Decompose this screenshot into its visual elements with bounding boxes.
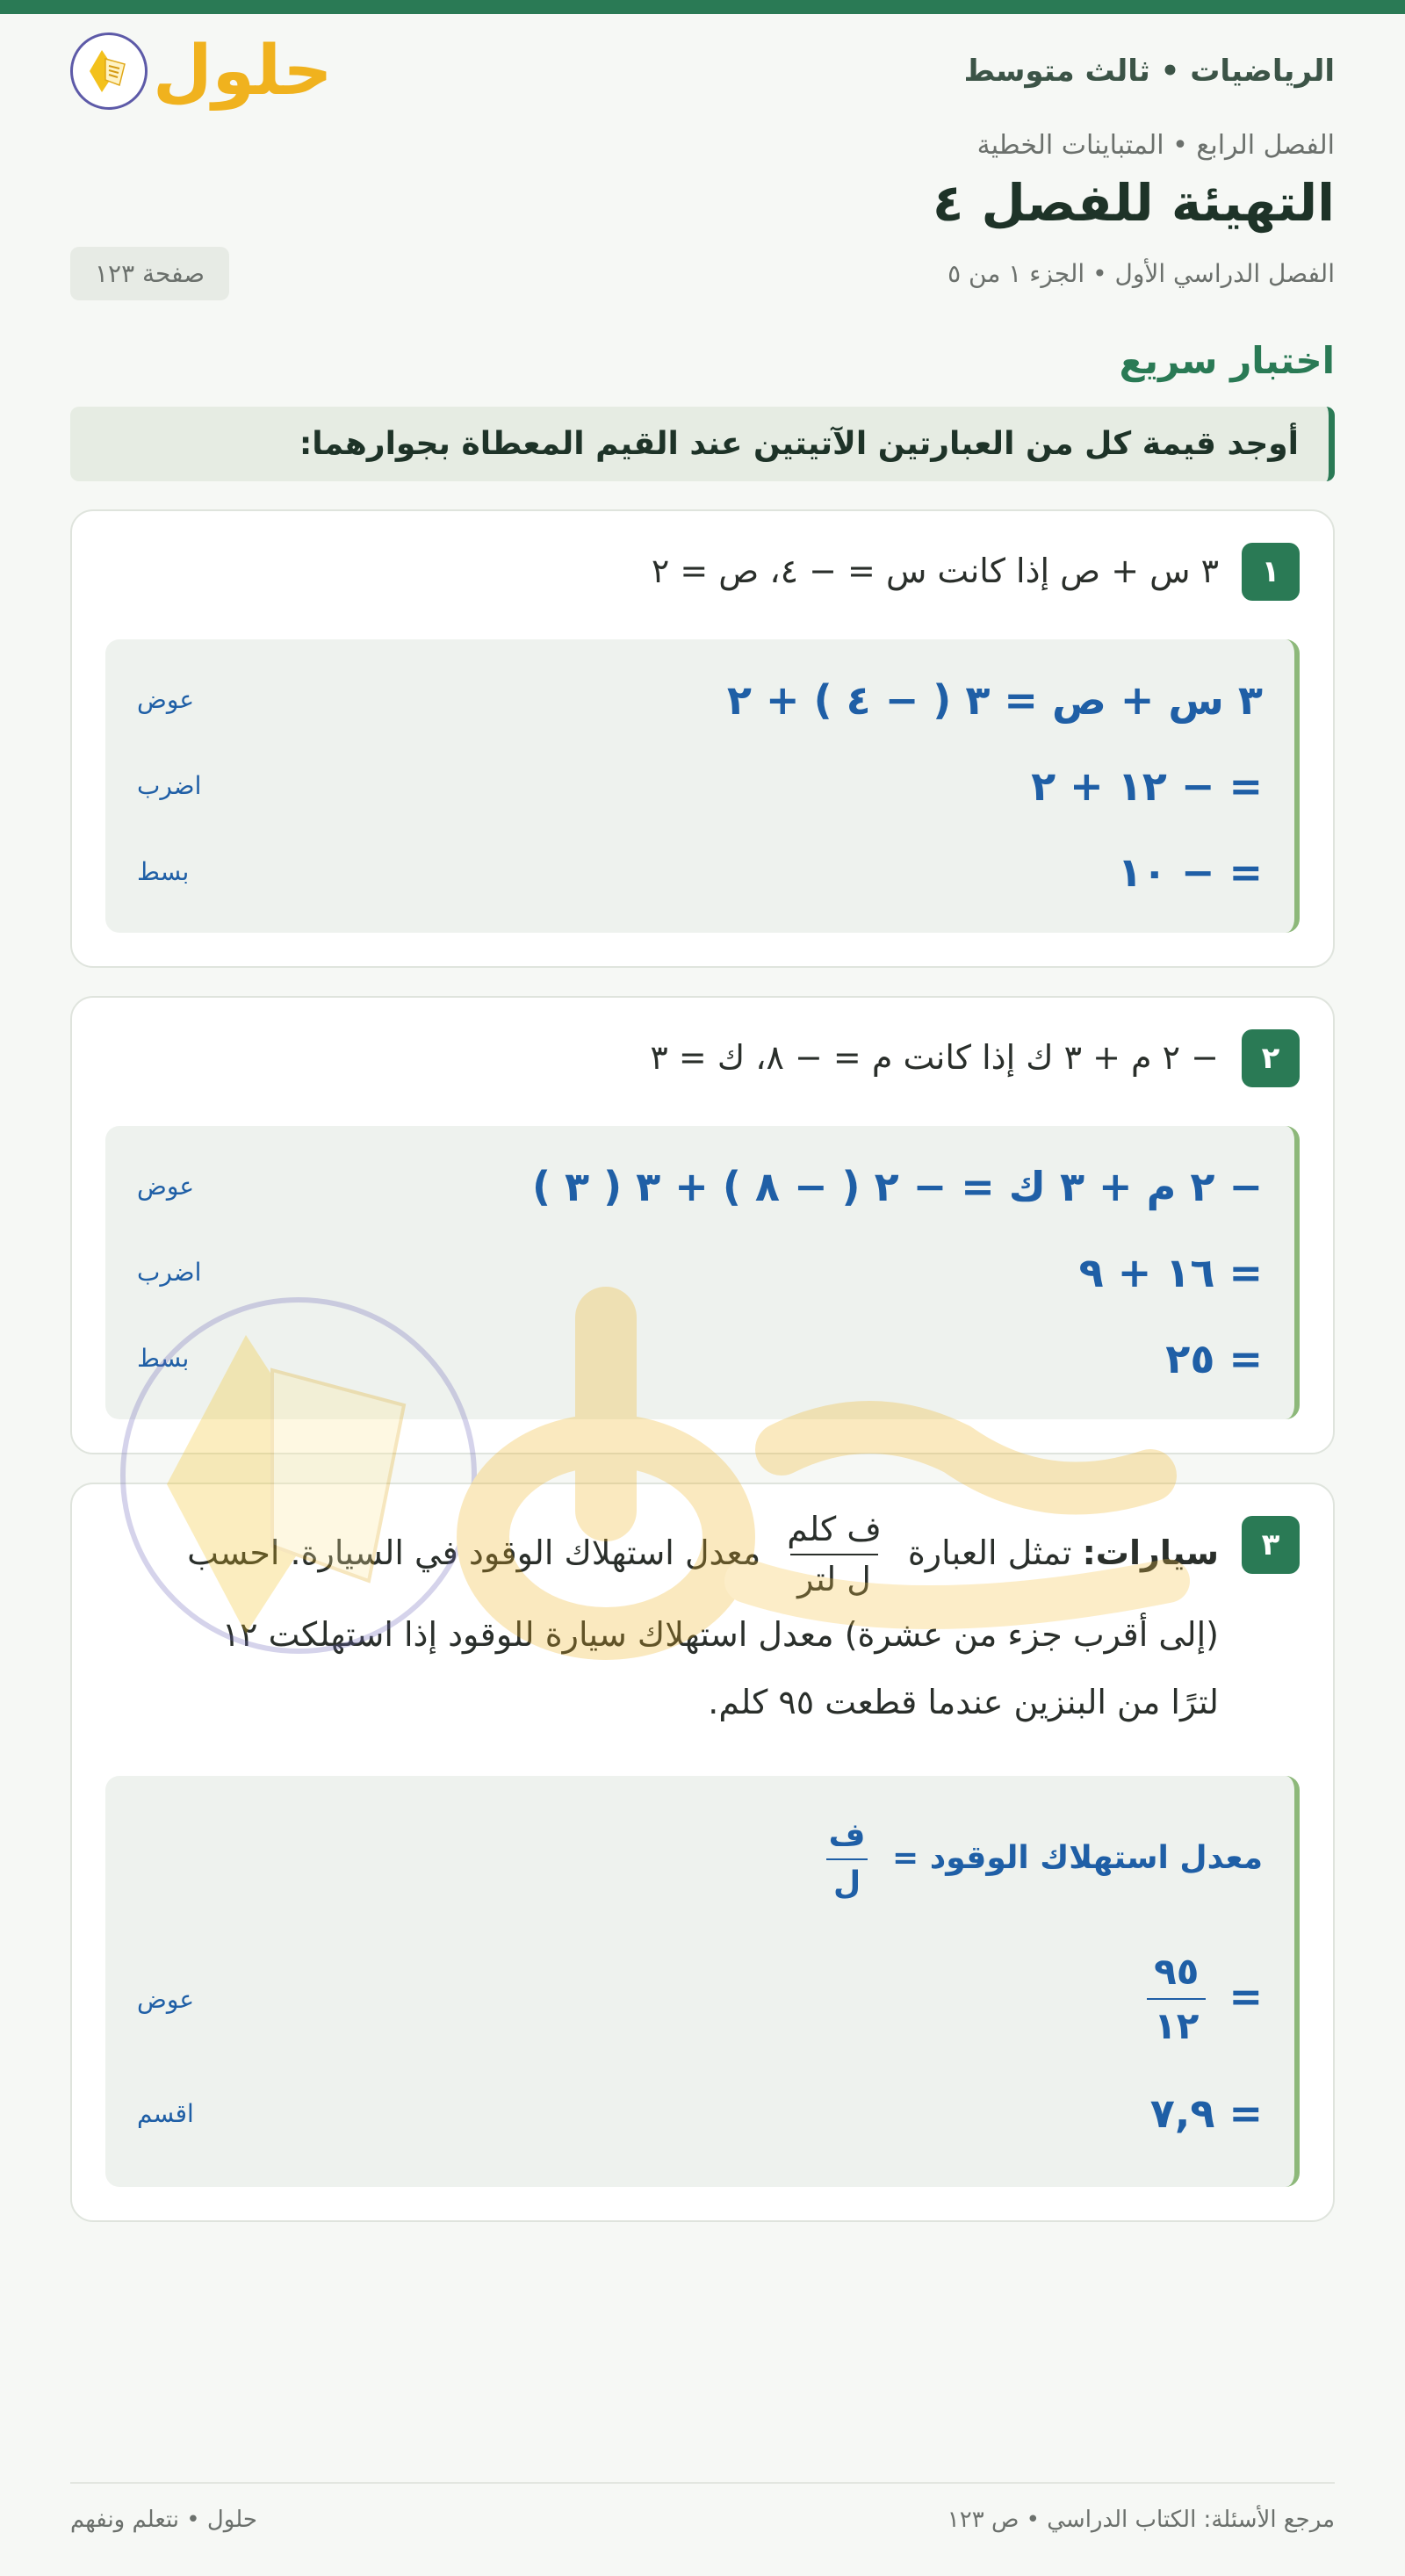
page-footer bbox=[70, 2482, 1335, 2533]
step-expression: = ٧,٩ bbox=[1149, 2089, 1263, 2138]
top-accent-bar bbox=[0, 0, 1405, 14]
step-hint: عوض bbox=[137, 1984, 195, 2014]
substituted-fraction bbox=[1147, 1949, 1206, 2050]
question-number: ١ bbox=[1242, 543, 1300, 601]
question-card-2 bbox=[70, 996, 1335, 1454]
step-expression bbox=[813, 1815, 1263, 1903]
formula-fraction bbox=[822, 1815, 873, 1903]
step-expression: − ٢ م + ٣ ك = − ٢ ( − ٨ ) + ٣ ( ٣ ) bbox=[531, 1162, 1263, 1210]
step-hint: عوض bbox=[137, 1172, 195, 1201]
meta-row bbox=[70, 247, 1335, 300]
question-text-part: تمثل العبارة bbox=[907, 1533, 1072, 1572]
fraction-denominator: ل لتر bbox=[790, 1554, 878, 1601]
fraction-denominator: ل bbox=[826, 1858, 868, 1903]
question-reference: مرجع الأسئلة: الكتاب الدراسي • ص ١٢٣ bbox=[947, 2507, 1335, 2533]
solution-step bbox=[137, 1144, 1263, 1230]
question-text bbox=[187, 1509, 1219, 1738]
solution-step bbox=[137, 743, 1263, 829]
step-expression: = − ١٢ + ٢ bbox=[1031, 761, 1263, 810]
footer-brand: حلول • نتعلم ونفهم bbox=[70, 2507, 257, 2533]
term-label: الفصل الدراسي الأول • الجزء ١ من ٥ bbox=[947, 258, 1335, 288]
step-expression: = − ١٠ bbox=[1117, 848, 1263, 896]
page-title: التهيئة للفصل ٤ bbox=[932, 173, 1335, 233]
chapter-label: الفصل الرابع • المتباينات الخطية bbox=[976, 130, 1335, 161]
step-expression: = ١٦ + ٩ bbox=[1078, 1248, 1263, 1296]
solution-box bbox=[105, 1776, 1300, 2187]
question-header bbox=[105, 543, 1300, 601]
question-text-line: لترًا من البنزين عندما قطعت ٩٥ كلم. bbox=[708, 1683, 1219, 1722]
step-hint: اضرب bbox=[137, 771, 202, 801]
solution-step bbox=[137, 657, 1263, 743]
fraction-numerator: ف كلم bbox=[787, 1509, 882, 1548]
fraction-numerator: ف bbox=[828, 1817, 866, 1854]
question-text-part: معدل استهلاك الوقود في السيارة. احسب bbox=[187, 1533, 761, 1572]
step-hint: بسط bbox=[137, 857, 190, 887]
question-card-1 bbox=[70, 509, 1335, 968]
question-number: ٢ bbox=[1242, 1029, 1300, 1087]
formula-label: معدل استهلاك الوقود = bbox=[892, 1840, 1263, 1877]
step-expression bbox=[1138, 1949, 1263, 2050]
question-card-3 bbox=[70, 1483, 1335, 2223]
question-topic: سيارات: bbox=[1082, 1533, 1219, 1572]
question-text: ٣ س + ص إذا كانت س = − ٤، ص = ٢ bbox=[651, 551, 1219, 590]
question-text-line: (إلى أقرب جزء من عشرة) معدل استهلاك سيارة للوقود إذا استهلكت ١٢ bbox=[221, 1614, 1219, 1654]
step-hint: بسط bbox=[137, 1344, 190, 1374]
solution-step bbox=[137, 2060, 1263, 2166]
fraction-numerator: ٩٥ bbox=[1154, 1949, 1200, 1993]
equals-sign: = bbox=[1228, 1972, 1263, 2020]
rate-fraction bbox=[780, 1509, 888, 1601]
page-header bbox=[70, 14, 1335, 128]
solution-step bbox=[137, 829, 1263, 915]
solution-box bbox=[105, 1126, 1300, 1419]
step-hint: عوض bbox=[137, 685, 195, 715]
question-text: − ٢ م + ٣ ك إذا كانت م = − ٨، ك = ٣ bbox=[650, 1037, 1219, 1077]
fraction-denominator: ١٢ bbox=[1147, 1998, 1206, 2050]
section-title: اختبار سريع bbox=[1119, 338, 1335, 382]
subject-label: الرياضيات • ثالث متوسط bbox=[963, 54, 1335, 89]
step-hint: اضرب bbox=[137, 1258, 202, 1288]
solution-step bbox=[137, 1316, 1263, 1402]
solution-box bbox=[105, 639, 1300, 933]
page-number-badge: صفحة ١٢٣ bbox=[70, 247, 229, 300]
book-logo-icon bbox=[70, 32, 148, 110]
page-content bbox=[0, 14, 1405, 2222]
solution-step bbox=[137, 1230, 1263, 1316]
step-hint: اقسم bbox=[137, 2098, 194, 2128]
question-header bbox=[105, 1029, 1300, 1087]
step-expression: = ٢٥ bbox=[1165, 1334, 1263, 1382]
solution-step bbox=[137, 1937, 1263, 2060]
question-number: ٣ bbox=[1242, 1516, 1300, 1574]
brand-logo[interactable] bbox=[70, 32, 333, 110]
solution-step bbox=[137, 1802, 1263, 1916]
logo-wordmark: حلول bbox=[153, 32, 333, 111]
step-expression: ٣ س + ص = ٣ ( − ٤ ) + ٢ bbox=[726, 675, 1263, 724]
instruction-box: أوجد قيمة كل من العبارتين الآتيتين عند القيم المعطاة بجوارهما: bbox=[70, 407, 1335, 481]
question-header bbox=[105, 1509, 1300, 1738]
